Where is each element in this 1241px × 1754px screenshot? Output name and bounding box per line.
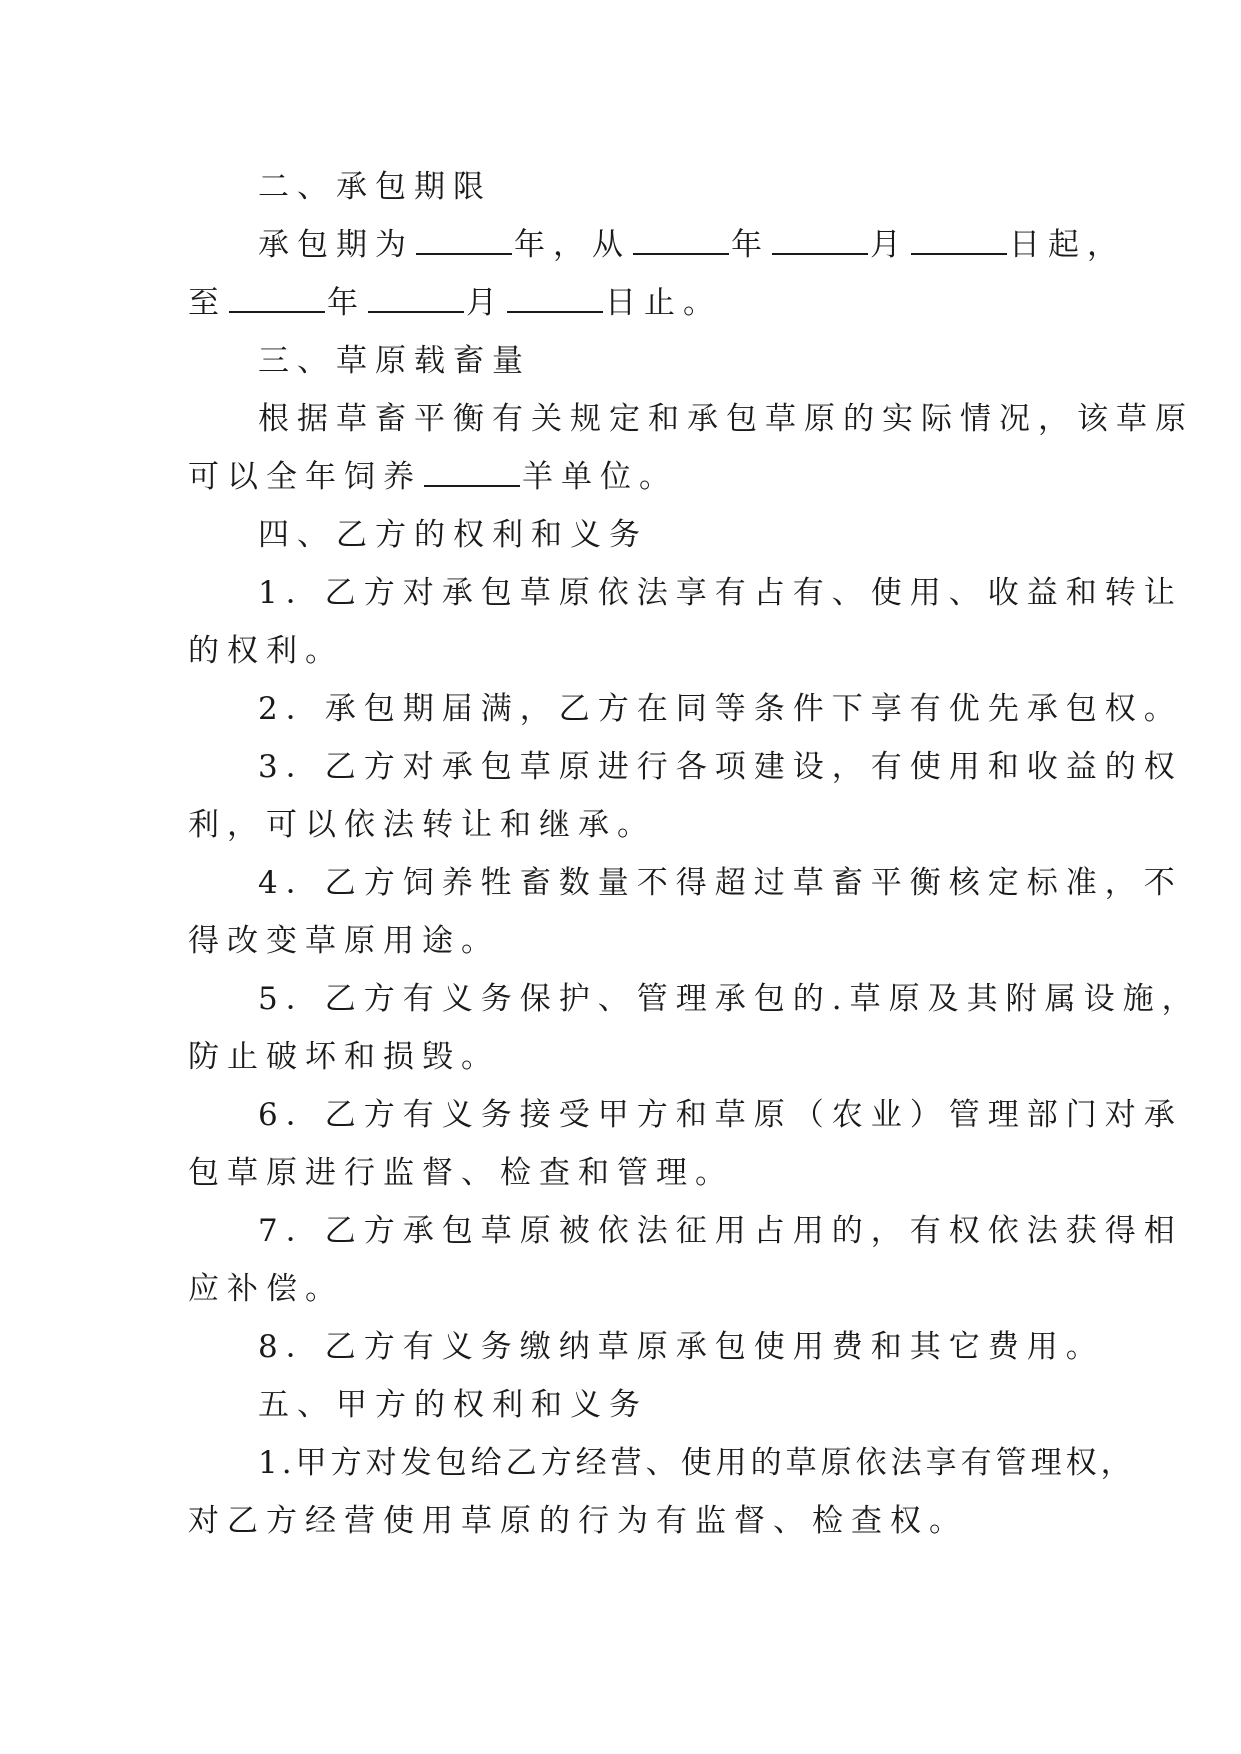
blank-end-year[interactable] <box>229 289 325 313</box>
term-line-1 <box>188 216 1126 274</box>
party-b-item-4-line-2: 得改变草原用途。 <box>188 923 500 959</box>
capacity-line-1: 根据草畜平衡有关规定和承包草原的实际情况，该草原 <box>258 401 1194 437</box>
party-b-item-3-line-1: 3．乙方对承包草原进行各项建设，有使用和收益的权 <box>258 749 1183 785</box>
party-b-item-5-line-2: 防止破坏和损毁。 <box>188 1039 500 1075</box>
term-text-b: 年，从 <box>514 227 631 263</box>
term-text-i: 日止。 <box>605 285 722 321</box>
party-a-item-1-line-2: 对乙方经营使用草原的行为有监督、检查权。 <box>188 1503 968 1539</box>
section-3-heading: 三、草原载畜量 <box>258 343 531 379</box>
blank-end-day[interactable] <box>507 289 603 313</box>
party-b-item-4-line-1: 4．乙方饲养牲畜数量不得超过草畜平衡核定标准，不 <box>258 865 1183 901</box>
term-text-g: 年 <box>327 285 366 321</box>
term-text-f: 至 <box>188 285 227 321</box>
party-b-item-5-line-1: 5．乙方有义务保护、管理承包的.草原及其附属设施， <box>258 981 1201 1017</box>
blank-sheep-units[interactable] <box>424 463 520 487</box>
blank-end-month[interactable] <box>368 289 464 313</box>
blank-years[interactable] <box>416 231 512 255</box>
capacity-line-2 <box>188 448 1050 506</box>
party-b-item-1-line-1: 1．乙方对承包草原依法享有占有、使用、收益和转让 <box>258 575 1183 611</box>
section-2-heading: 二、承包期限 <box>258 169 492 205</box>
term-text-a: 承包期为 <box>258 227 414 263</box>
party-b-item-8: 8．乙方有义务缴纳草原承包使用费和其它费用。 <box>258 1329 1105 1365</box>
party-b-item-1-line-2: 的权利。 <box>188 633 344 669</box>
term-text-e: 日起， <box>1009 227 1126 263</box>
blank-start-month[interactable] <box>772 231 868 255</box>
party-b-item-6-line-2: 包草原进行监督、检查和管理。 <box>188 1155 734 1191</box>
section-5-heading: 五、甲方的权利和义务 <box>258 1387 648 1423</box>
party-a-item-1-line-1: 1.甲方对发包给乙方经营、使用的草原依法享有管理权， <box>258 1445 1136 1481</box>
term-text-h: 月 <box>466 285 505 321</box>
party-b-item-7-line-1: 7．乙方承包草原被依法征用占用的，有权依法获得相 <box>258 1213 1183 1249</box>
party-b-item-7-line-2: 应补偿。 <box>188 1271 344 1307</box>
document-body <box>188 158 1201 1550</box>
term-text-d: 月 <box>870 227 909 263</box>
party-b-item-3-line-2: 利，可以依法转让和继承。 <box>188 807 656 843</box>
party-b-item-2: 2．承包期届满，乙方在同等条件下享有优先承包权。 <box>258 691 1183 727</box>
capacity-text-b: 羊单位。 <box>522 459 678 495</box>
capacity-text-a: 可以全年饲养 <box>188 459 422 495</box>
section-4-heading: 四、乙方的权利和义务 <box>258 517 648 553</box>
term-text-c: 年 <box>731 227 770 263</box>
blank-start-year[interactable] <box>633 231 729 255</box>
term-line-2 <box>188 274 1050 332</box>
blank-start-day[interactable] <box>911 231 1007 255</box>
party-b-item-6-line-1: 6．乙方有义务接受甲方和草原（农业）管理部门对承 <box>258 1097 1183 1133</box>
